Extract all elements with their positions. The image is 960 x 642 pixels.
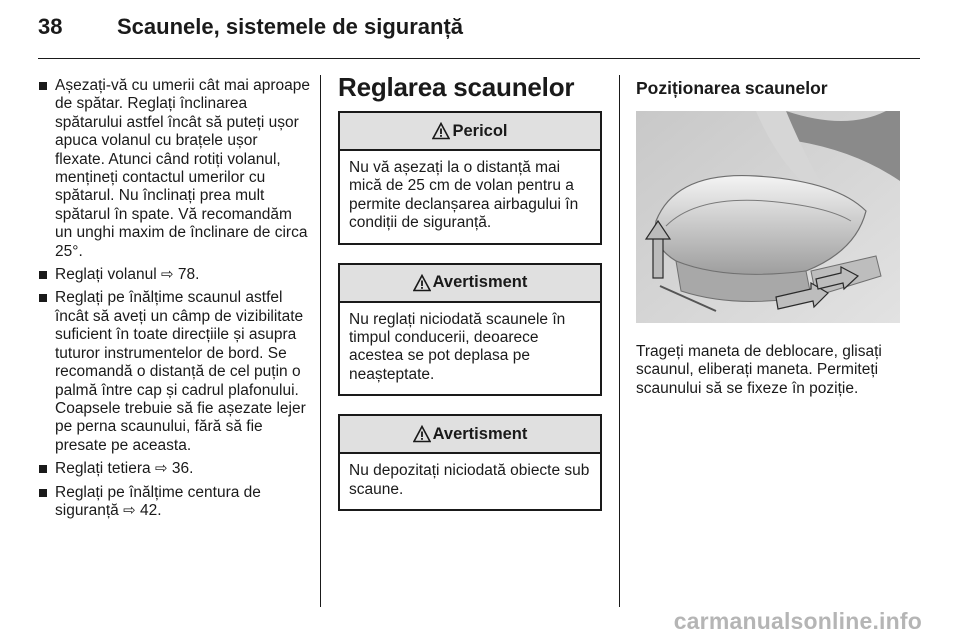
page-ref-link[interactable]: 36. <box>171 460 194 478</box>
page-header <box>38 14 464 40</box>
list-item: Reglați tetiera ⇨ 36. <box>38 460 310 478</box>
box-title: Avertisment <box>432 273 528 292</box>
page-ref-icon: ⇨ <box>123 501 136 519</box>
warning-triangle-icon <box>413 274 431 292</box>
danger-box <box>338 111 602 245</box>
page-ref-icon: ⇨ <box>161 266 174 284</box>
page-ref-link[interactable]: 42. <box>139 501 162 519</box>
box-title: Avertisment <box>432 424 528 443</box>
instruction-paragraph: Trageți maneta de deblocare, glisați scaunul, eliberați maneta. Permiteți scaunului să se fixeze în poziție. <box>636 343 882 397</box>
box-header <box>340 416 600 454</box>
watermark: carmanualsonline.info <box>673 608 922 634</box>
warning-box <box>338 414 602 511</box>
list-item: Reglați pe înălțime centura de siguranță ⇨ 42. <box>38 484 310 521</box>
column-left <box>38 77 310 525</box>
list-item: Așezați-vă cu umerii cât mai aproape de spătar. Reglați înclinarea spătarului astfel încât să puteți ușor apuca volanul cu brațele ușor flexate. Atunci când rotiți volanul, mențineți contactul umerilor cu spătarul. Nu înclinați prea mult spătarul în spate. Vă recomandăm un unghi maxim de înclinare de circa 25°. <box>38 77 310 261</box>
list-item: Reglați pe înălțime scaunul astfel încât să aveți un câmp de vizibilitate suficient în toate direcțiile și asupra tuturor instrumentelor de bord. Se recomandă o distanță de cel puțin o palmă între cap și cadrul plafonului. Coapsele trebuie să fie așezate lejer pe perna scaunului, fără să fie presate pe aceasta. <box>38 289 310 455</box>
column-divider-1 <box>320 75 321 607</box>
box-title: Pericol <box>452 121 508 140</box>
section-heading: Reglarea scaunelor <box>338 72 575 102</box>
warning-box <box>338 263 602 397</box>
page-ref-icon: ⇨ <box>154 460 168 478</box>
box-body: Nu vă așezați la o distanță mai mică de 25 cm de volan pentru a permite declanșarea airbagului în condiții de siguranță. <box>349 159 579 232</box>
warning-triangle-icon <box>413 425 431 443</box>
instruction-list <box>38 77 310 520</box>
seat-adjustment-illustration <box>636 111 900 323</box>
column-divider-2 <box>619 75 620 607</box>
box-body: Nu depozitați niciodată obiecte sub scaune. <box>349 462 590 498</box>
header-rule <box>38 58 920 59</box>
page-ref-link[interactable]: 78. <box>177 266 200 284</box>
column-right <box>636 78 902 398</box>
column-middle <box>338 72 602 529</box>
warning-triangle-icon <box>432 122 450 140</box>
box-body: Nu reglați niciodată scaunele în timpul conducerii, deoarece acestea se pot deplasa pe neașteptate. <box>349 310 566 383</box>
page-number: 38 <box>38 14 63 39</box>
page-title: Scaunele, sistemele de siguranță <box>117 14 464 39</box>
subsection-heading: Poziționarea scaunelor <box>636 78 828 98</box>
box-header <box>340 113 600 151</box>
box-header <box>340 265 600 303</box>
list-item: Reglați volanul ⇨ 78. <box>38 266 310 284</box>
